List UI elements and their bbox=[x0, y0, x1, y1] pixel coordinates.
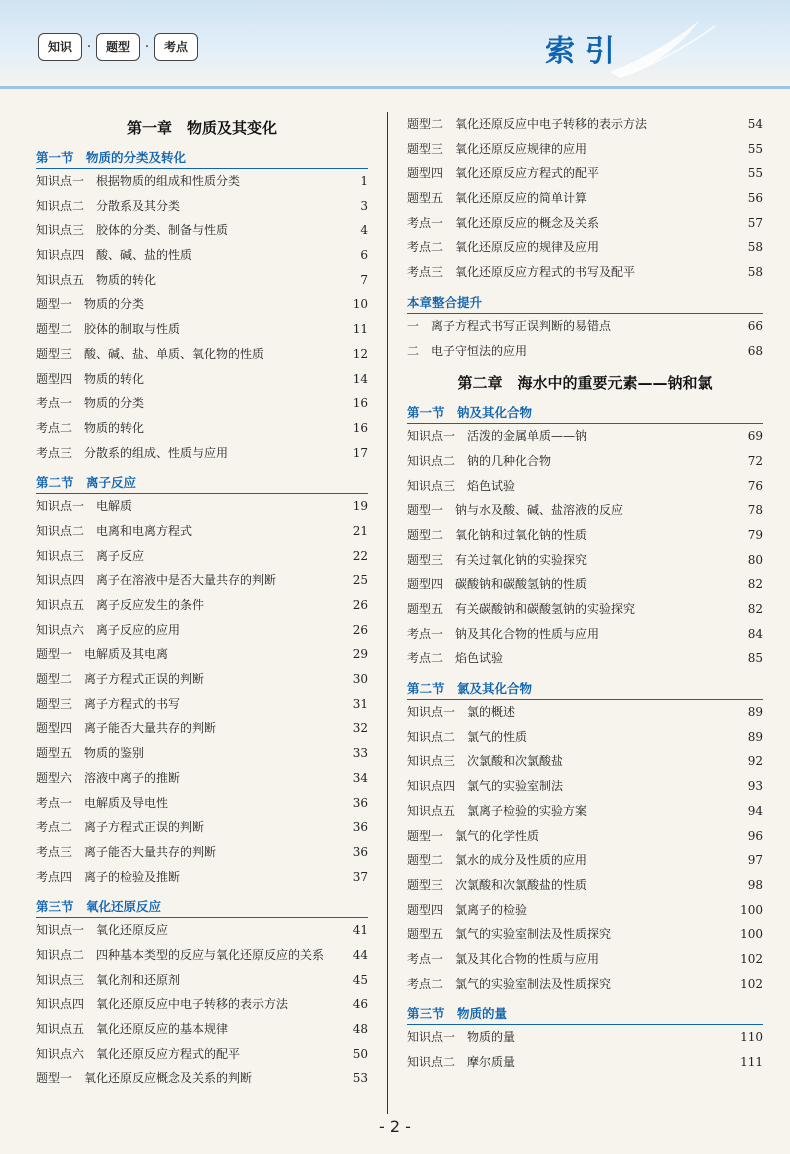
entry-text: 二 电子守恒法的应用 bbox=[407, 343, 528, 358]
entry-text: 题型三 酸、碱、盐、单质、氧化物的性质 bbox=[36, 346, 265, 361]
entry-text: 题型五 有关碳酸钠和碳酸氢钠的实验探究 bbox=[407, 602, 636, 616]
entry-text: 题型五 氧化还原反应的简单计算 bbox=[407, 191, 588, 206]
entry-text: 知识点五 物质的转化 bbox=[36, 272, 157, 287]
entry-page: 97 bbox=[747, 853, 763, 868]
toc-entry bbox=[407, 498, 763, 523]
toc-entry bbox=[407, 646, 763, 671]
toc-entry bbox=[36, 840, 368, 865]
entry-text: 知识点一 电解质 bbox=[36, 499, 133, 514]
entry-text: 题型六 溶液中离子的推断 bbox=[36, 770, 181, 785]
entry-page: 19 bbox=[352, 499, 368, 514]
toc-entry bbox=[36, 519, 368, 544]
toc-entry bbox=[407, 572, 763, 597]
entry-text: 题型一 物质的分类 bbox=[36, 297, 145, 312]
right-column bbox=[407, 112, 763, 1075]
toc-entry bbox=[407, 548, 763, 573]
entry-page: 36 bbox=[352, 795, 368, 810]
toc-entry bbox=[407, 474, 763, 499]
entry-text: 题型二 胶体的制取与性质 bbox=[36, 322, 181, 337]
entry-text: 知识点五 氯离子检验的实验方案 bbox=[407, 803, 588, 818]
entry-page: 12 bbox=[352, 346, 368, 361]
entry-page: 57 bbox=[747, 215, 763, 230]
entry-page: 10 bbox=[352, 297, 368, 312]
toc-entry bbox=[407, 1025, 763, 1050]
entry-text: 考点三 氧化还原反应方程式的书写及配平 bbox=[407, 265, 636, 280]
entry-page: 29 bbox=[352, 647, 368, 662]
entry-page: 31 bbox=[352, 696, 368, 711]
entry-page: 3 bbox=[360, 198, 368, 213]
entry-text: 知识点三 氧化剂和还原剂 bbox=[36, 972, 181, 987]
toc-entry bbox=[407, 749, 763, 774]
entry-text: 知识点六 氧化还原反应方程式的配平 bbox=[36, 1046, 241, 1061]
tag-separator: · bbox=[144, 39, 150, 55]
banner-divider bbox=[0, 86, 790, 89]
chapter-title: 第一章 物质及其变化 bbox=[126, 119, 277, 137]
section-heading: 第二节 离子反应 bbox=[36, 473, 368, 494]
entry-text: 题型一 氧化还原反应概念及关系的判断 bbox=[36, 1071, 253, 1086]
entry-page: 89 bbox=[747, 729, 763, 744]
toc-entry bbox=[36, 169, 368, 194]
entry-text: 知识点四 氯气的实验室制法 bbox=[407, 779, 564, 794]
entry-text: 考点三 分散系的组成、性质与应用 bbox=[36, 445, 229, 460]
tag-separator: · bbox=[86, 39, 92, 55]
toc-entry bbox=[407, 597, 763, 622]
toc-entry bbox=[407, 314, 763, 339]
toc-entry bbox=[36, 391, 368, 416]
entry-page: 37 bbox=[352, 869, 368, 884]
entry-text: 题型五 氯气的实验室制法及性质探究 bbox=[407, 927, 612, 942]
entry-page: 11 bbox=[352, 322, 368, 337]
section-heading: 第一节 物质的分类及转化 bbox=[36, 148, 368, 169]
toc-entry bbox=[407, 873, 763, 898]
entry-text: 题型一 电解质及其电离 bbox=[36, 647, 169, 662]
section-heading: 第三节 物质的量 bbox=[407, 1004, 763, 1025]
entry-text: 知识点二 电离和电离方程式 bbox=[36, 523, 193, 538]
entry-text: 知识点二 钠的几种化合物 bbox=[407, 453, 552, 468]
toc-entry bbox=[36, 292, 368, 317]
section-heading: 第二节 氯及其化合物 bbox=[407, 679, 763, 700]
toc-entry bbox=[407, 700, 763, 725]
entry-page: 100 bbox=[740, 902, 763, 917]
column-divider bbox=[387, 112, 388, 1114]
entry-page: 50 bbox=[352, 1046, 368, 1061]
entry-text: 题型三 离子方程式的书写 bbox=[36, 696, 181, 711]
toc-entry bbox=[407, 824, 763, 849]
entry-text: 题型五 物质的鉴别 bbox=[36, 746, 145, 761]
entry-text: 考点二 物质的转化 bbox=[36, 420, 145, 435]
entry-page: 92 bbox=[747, 754, 763, 769]
entry-text: 题型二 离子方程式正误的判断 bbox=[36, 672, 205, 687]
entry-page: 1 bbox=[360, 174, 368, 188]
page-title: 索引 bbox=[545, 34, 625, 69]
toc-entry bbox=[407, 848, 763, 873]
entry-page: 55 bbox=[747, 141, 763, 156]
entry-page: 30 bbox=[352, 672, 368, 687]
toc-entry bbox=[407, 186, 763, 211]
entry-text: 知识点二 摩尔质量 bbox=[407, 1055, 516, 1069]
entry-page: 7 bbox=[360, 272, 368, 287]
toc-entry bbox=[36, 218, 368, 243]
entry-page: 78 bbox=[747, 503, 763, 518]
toc-entry bbox=[36, 1042, 368, 1067]
entry-text: 知识点三 焰色试验 bbox=[407, 478, 516, 493]
entry-page: 44 bbox=[352, 947, 368, 962]
toc-entry bbox=[36, 441, 368, 466]
toc-entry bbox=[36, 716, 368, 741]
toc-entry bbox=[407, 622, 763, 647]
entry-page: 54 bbox=[747, 117, 763, 131]
page-number: - 2 - bbox=[379, 1117, 411, 1136]
toc-entry bbox=[36, 741, 368, 766]
toc-entry bbox=[407, 260, 763, 285]
entry-page: 80 bbox=[747, 552, 763, 567]
entry-text: 知识点四 氧化还原反应中电子转移的表示方法 bbox=[36, 997, 289, 1012]
entry-page: 68 bbox=[747, 343, 763, 358]
entry-text: 知识点二 氯气的性质 bbox=[407, 729, 528, 744]
toc-entry bbox=[407, 161, 763, 186]
entry-page: 82 bbox=[747, 602, 763, 616]
toc-entry bbox=[36, 1066, 368, 1091]
left-column bbox=[36, 112, 368, 1091]
entry-page: 22 bbox=[352, 548, 368, 563]
toc-entry bbox=[36, 667, 368, 692]
toc-entry bbox=[407, 339, 763, 364]
toc-entry bbox=[36, 342, 368, 367]
toc-entry bbox=[36, 568, 368, 593]
entry-text: 题型三 氧化还原反应规律的应用 bbox=[407, 141, 588, 156]
entry-page: 72 bbox=[747, 453, 763, 468]
entry-text: 知识点四 酸、碱、盐的性质 bbox=[36, 248, 193, 263]
entry-text: 一 离子方程式书写正误判断的易错点 bbox=[407, 318, 612, 333]
entry-page: 4 bbox=[360, 223, 368, 238]
entry-text: 题型三 有关过氧化钠的实验探究 bbox=[407, 552, 588, 567]
toc-entry bbox=[36, 618, 368, 643]
entry-text: 题型四 氯离子的检验 bbox=[407, 902, 528, 917]
toc-entry bbox=[36, 692, 368, 717]
toc-entry bbox=[407, 449, 763, 474]
toc-entry bbox=[407, 947, 763, 972]
toc-entry bbox=[36, 642, 368, 667]
entry-page: 98 bbox=[747, 877, 763, 892]
toc-entry bbox=[407, 898, 763, 923]
entry-page: 89 bbox=[747, 705, 763, 720]
entry-page: 36 bbox=[352, 820, 368, 835]
entry-text: 知识点一 物质的量 bbox=[407, 1030, 516, 1045]
toc-entry bbox=[407, 424, 763, 449]
entry-page: 45 bbox=[352, 972, 368, 987]
toc-entry bbox=[407, 799, 763, 824]
toc-entry bbox=[36, 593, 368, 618]
toc-entry bbox=[407, 725, 763, 750]
entry-page: 16 bbox=[352, 420, 368, 435]
entry-page: 21 bbox=[352, 523, 368, 538]
entry-text: 题型二 氧化还原反应中电子转移的表示方法 bbox=[407, 117, 648, 131]
entry-page: 33 bbox=[352, 746, 368, 761]
toc-entry bbox=[407, 972, 763, 997]
toc-entry bbox=[36, 918, 368, 943]
entry-page: 26 bbox=[352, 622, 368, 637]
entry-text: 考点二 焰色试验 bbox=[407, 651, 504, 666]
entry-page: 100 bbox=[740, 927, 763, 942]
entry-page: 58 bbox=[747, 240, 763, 255]
entry-text: 知识点三 离子反应 bbox=[36, 548, 145, 563]
entry-page: 82 bbox=[747, 577, 763, 592]
toc-entry bbox=[36, 317, 368, 342]
toc-entry bbox=[407, 112, 763, 137]
toc-entry bbox=[36, 1017, 368, 1042]
tag-exam-point: 考点 bbox=[154, 33, 198, 61]
entry-text: 知识点六 离子反应的应用 bbox=[36, 622, 181, 637]
toc-entry bbox=[36, 416, 368, 441]
toc-entry bbox=[407, 922, 763, 947]
toc-entry bbox=[407, 1050, 763, 1075]
entry-text: 考点一 氧化还原反应的概念及关系 bbox=[407, 215, 600, 230]
entry-text: 题型四 氧化还原反应方程式的配平 bbox=[407, 166, 600, 181]
toc-entry bbox=[36, 494, 368, 519]
section-heading: 本章整合提升 bbox=[407, 293, 763, 314]
entry-text: 题型四 物质的转化 bbox=[36, 371, 145, 386]
entry-text: 知识点三 胶体的分类、制备与性质 bbox=[36, 223, 229, 238]
toc-entry bbox=[407, 211, 763, 236]
toc-entry bbox=[36, 268, 368, 293]
entry-text: 考点一 氯及其化合物的性质与应用 bbox=[407, 951, 600, 966]
entry-page: 32 bbox=[352, 721, 368, 736]
entry-text: 题型二 氯水的成分及性质的应用 bbox=[407, 853, 588, 868]
tag-knowledge: 知识 bbox=[38, 33, 82, 61]
toc-entry bbox=[36, 968, 368, 993]
entry-text: 考点四 离子的检验及推断 bbox=[36, 869, 181, 884]
entry-page: 6 bbox=[360, 248, 368, 263]
entry-text: 知识点五 氧化还原反应的基本规律 bbox=[36, 1022, 229, 1036]
toc-entry bbox=[407, 774, 763, 799]
entry-page: 111 bbox=[740, 1055, 763, 1069]
entry-page: 79 bbox=[747, 527, 763, 542]
entry-page: 48 bbox=[352, 1022, 368, 1036]
entry-page: 34 bbox=[352, 770, 368, 785]
entry-page: 94 bbox=[747, 803, 763, 818]
entry-page: 53 bbox=[352, 1071, 368, 1086]
entry-text: 考点二 氯气的实验室制法及性质探究 bbox=[407, 976, 612, 991]
tag-question-type: 题型 bbox=[96, 33, 140, 61]
entry-text: 题型四 离子能否大量共存的判断 bbox=[36, 721, 217, 736]
entry-page: 17 bbox=[352, 445, 368, 460]
entry-text: 考点一 钠及其化合物的性质与应用 bbox=[407, 626, 600, 641]
entry-page: 69 bbox=[747, 429, 763, 444]
entry-text: 知识点三 次氯酸和次氯酸盐 bbox=[407, 754, 564, 769]
entry-page: 56 bbox=[747, 191, 763, 206]
toc-entry bbox=[36, 865, 368, 890]
entry-page: 85 bbox=[747, 651, 763, 666]
entry-page: 66 bbox=[747, 318, 763, 333]
toc-entry bbox=[407, 235, 763, 260]
entry-text: 知识点一 根据物质的组成和性质分类 bbox=[36, 174, 241, 188]
entry-text: 知识点一 活泼的金属单质——钠 bbox=[407, 429, 588, 444]
header-tags bbox=[38, 32, 198, 62]
toc-entry bbox=[36, 544, 368, 569]
entry-page: 14 bbox=[352, 371, 368, 386]
entry-text: 知识点一 氯的概述 bbox=[407, 705, 516, 720]
entry-page: 36 bbox=[352, 844, 368, 859]
entry-text: 考点三 离子能否大量共存的判断 bbox=[36, 844, 217, 859]
entry-text: 考点一 物质的分类 bbox=[36, 396, 145, 411]
entry-page: 102 bbox=[740, 976, 763, 991]
toc-entry bbox=[36, 766, 368, 791]
entry-page: 55 bbox=[747, 166, 763, 181]
toc-entry bbox=[36, 943, 368, 968]
entry-page: 46 bbox=[352, 997, 368, 1012]
entry-page: 26 bbox=[352, 598, 368, 612]
toc-entry bbox=[36, 791, 368, 816]
entry-page: 102 bbox=[740, 951, 763, 966]
toc-entry bbox=[36, 194, 368, 219]
entry-text: 考点二 氧化还原反应的规律及应用 bbox=[407, 240, 600, 255]
section-heading: 第一节 钠及其化合物 bbox=[407, 403, 763, 424]
entry-page: 110 bbox=[740, 1030, 763, 1045]
toc-entry bbox=[36, 367, 368, 392]
toc-entry bbox=[36, 815, 368, 840]
entry-page: 96 bbox=[747, 828, 763, 843]
entry-text: 知识点二 四种基本类型的反应与氧化还原反应的关系 bbox=[36, 947, 325, 962]
entry-page: 76 bbox=[747, 478, 763, 493]
section-heading: 第三节 氧化还原反应 bbox=[36, 897, 368, 918]
entry-page: 25 bbox=[352, 573, 368, 588]
toc-entry bbox=[407, 523, 763, 548]
entry-text: 考点二 离子方程式正误的判断 bbox=[36, 820, 205, 835]
entry-text: 知识点五 离子反应发生的条件 bbox=[36, 598, 205, 612]
entry-page: 93 bbox=[747, 779, 763, 794]
entry-page: 58 bbox=[747, 265, 763, 280]
entry-text: 题型一 钠与水及酸、碱、盐溶液的反应 bbox=[407, 503, 624, 518]
toc-entry bbox=[407, 137, 763, 162]
toc-entry bbox=[36, 992, 368, 1017]
entry-text: 知识点四 离子在溶液中是否大量共存的判断 bbox=[36, 573, 277, 588]
entry-text: 题型四 碳酸钠和碳酸氢钠的性质 bbox=[407, 577, 588, 592]
entry-page: 41 bbox=[352, 923, 368, 938]
entry-text: 题型二 氧化钠和过氧化钠的性质 bbox=[407, 527, 588, 542]
entry-text: 题型一 氯气的化学性质 bbox=[407, 828, 540, 843]
entry-page: 16 bbox=[352, 396, 368, 411]
toc-entry bbox=[36, 243, 368, 268]
entry-text: 知识点二 分散系及其分类 bbox=[36, 198, 181, 213]
entry-text: 考点一 电解质及导电性 bbox=[36, 795, 169, 810]
entry-text: 知识点一 氧化还原反应 bbox=[36, 923, 169, 938]
chapter-title: 第二章 海水中的重要元素——钠和氯 bbox=[457, 374, 713, 393]
entry-page: 84 bbox=[747, 626, 763, 641]
entry-text: 题型三 次氯酸和次氯酸盐的性质 bbox=[407, 877, 588, 892]
